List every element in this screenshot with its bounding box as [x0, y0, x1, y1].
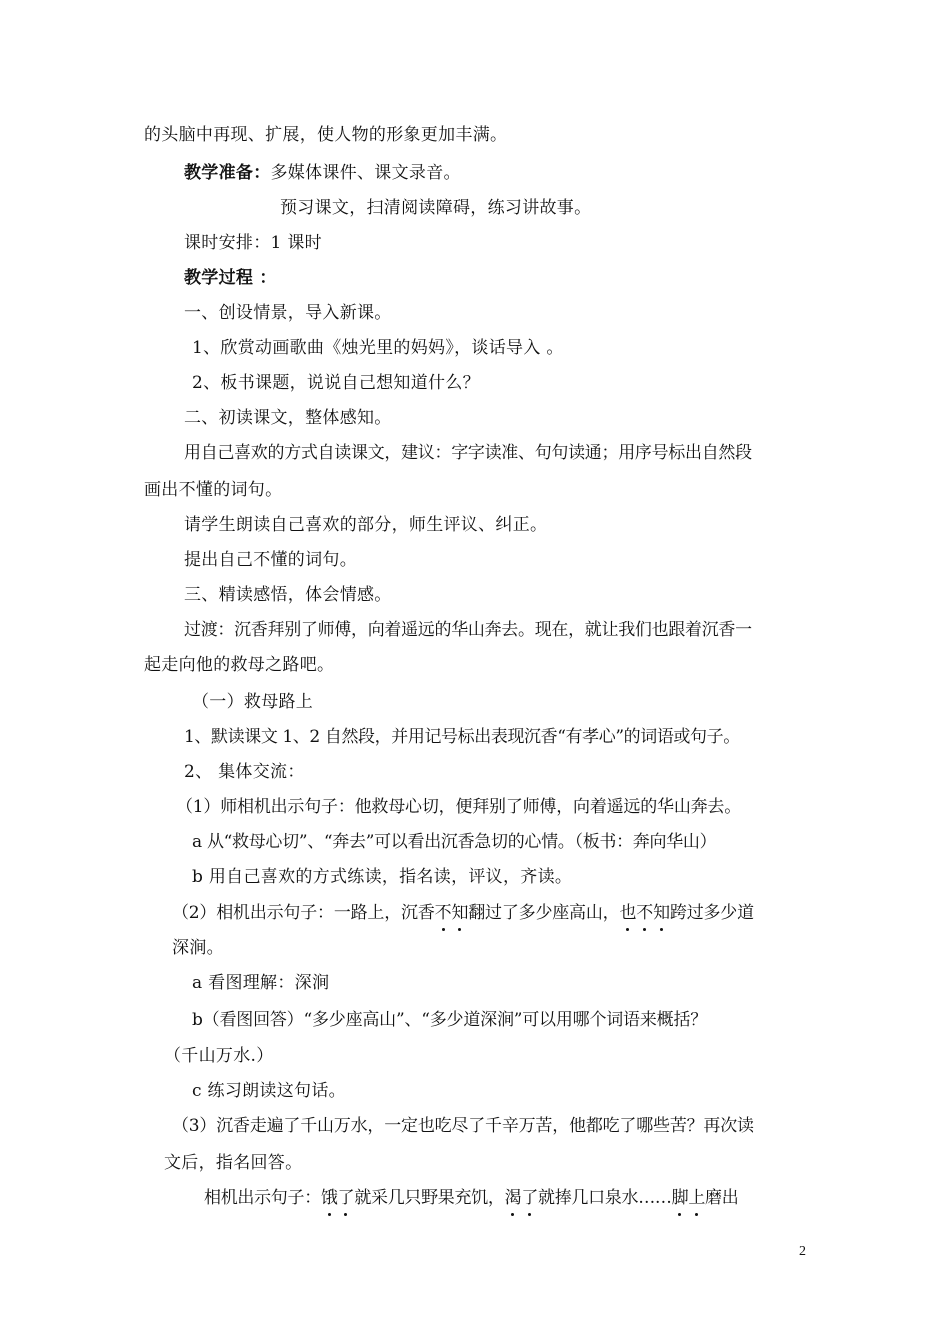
emphasis-text [321, 1188, 354, 1208]
emphasis-char: 了 [337, 1188, 355, 1208]
text-span: 多媒体课件、课文录音。 [270, 163, 461, 183]
text-line [184, 162, 461, 184]
emphasis-char: 不 [636, 903, 654, 923]
emphasis-dotted [321, 1188, 354, 1208]
emphasis-char: 了 [521, 1188, 539, 1208]
text-line: 提出自己不懂的词句。 [184, 550, 357, 570]
emphasis-char: 知 [451, 903, 469, 923]
emphasis-dotted [619, 903, 669, 923]
text-line: c 练习朗读这句话。 [192, 1081, 346, 1101]
text-line: （1）师相机出示句子：他救母心切，便拜别了师傅，向着遥远的华山奔去。 [176, 797, 742, 817]
text-line: （千山万水.） [164, 1046, 274, 1066]
text-span: 就采几只野果充饥， [354, 1188, 505, 1208]
text-line: 1、默读课文 1、2 自然段，并用记号标出表现沉香“有孝心”的词语或句子。 [184, 727, 740, 747]
text-line: 的头脑中再现、扩展，使人物的形象更加丰满。 [144, 125, 508, 145]
text-line: 2、 集体交流： [184, 762, 305, 782]
emphasis-char: 饿 [320, 1188, 338, 1208]
text-line: 画出不懂的词句。 [144, 480, 283, 500]
text-line: b（看图回答）“多少座高山”、“多少道深涧”可以用哪个词语来概括？ [192, 1010, 708, 1030]
page-number: 2 [799, 1244, 806, 1259]
text-line: 二、初读课文，整体感知。 [184, 408, 392, 428]
emphasis-char: 也 [619, 903, 637, 923]
text-line: 预习课文，扫清阅读障碍，练习讲故事。 [280, 198, 592, 218]
emphasis-dotted [505, 1188, 538, 1208]
emphasis-char: 知 [653, 903, 670, 923]
text-span: 相机出示句子： [204, 1188, 321, 1208]
text-line [172, 902, 754, 924]
emphasis-dotted [435, 903, 469, 923]
text-line: （3）沉香走遍了千山万水，一定也吃尽了千辛万苦，他都吃了哪些苦？再次读 [172, 1116, 754, 1136]
text-span: 就捧几口泉水…… [538, 1188, 672, 1208]
text-line [204, 1187, 738, 1209]
emphasis-text [672, 1188, 705, 1208]
text-line: 过渡：沉香拜别了师傅，向着遥远的华山奔去。现在，就让我们也跟着沉香一 [184, 620, 752, 640]
text-line: 三、精读感悟，体会情感。 [184, 585, 392, 605]
text-line: b 用自己喜欢的方式练读，指名读，评议，齐读。 [192, 867, 573, 887]
text-span: （2）相机出示句子：一路上，沉香 [172, 903, 435, 923]
emphasis-dotted [672, 1188, 705, 1208]
emphasis-char: 渴 [504, 1188, 522, 1208]
text-line: 1、欣赏动画歌曲《烛光里的妈妈》，谈话导入 。 [192, 338, 564, 358]
emphasis-char: 上 [688, 1188, 706, 1208]
text-line: 深涧。 [172, 938, 224, 958]
text-line: 请学生朗读自己喜欢的部分，师生评议、纠正。 [184, 515, 548, 535]
text-line: 文后，指名回答。 [164, 1153, 303, 1173]
text-line: a 看图理解：深涧 [192, 973, 330, 993]
text-line: a 从“救母心切”、“奔去”可以看出沉香急切的心情。（板书：奔向华山） [192, 832, 717, 852]
text-line: 用自己喜欢的方式自读课文，建议：字字读准、句句读通；用序号标出自然段 [184, 443, 752, 463]
emphasis-text [435, 903, 469, 923]
text-span: 磨出 [705, 1188, 739, 1208]
section-label: 教学准备： [184, 163, 271, 183]
text-line: （一）救母路上 [192, 692, 314, 712]
text-line: 课时安排：1 课时 [184, 233, 322, 253]
emphasis-text [619, 903, 669, 923]
text-span: 翻过了多少座高山， [468, 903, 620, 923]
text-line: 2、板书课题，说说自己想知道什么？ [192, 373, 480, 393]
emphasis-char: 不 [434, 903, 452, 923]
section-heading: 教学过程 ： [184, 268, 277, 288]
text-span: 跨过多少道 [669, 903, 754, 923]
text-line: 起走向他的救母之路吧。 [144, 655, 335, 675]
text-line: 一、创设情景，导入新课。 [184, 303, 392, 323]
emphasis-text [505, 1188, 538, 1208]
emphasis-char: 脚 [671, 1188, 689, 1208]
